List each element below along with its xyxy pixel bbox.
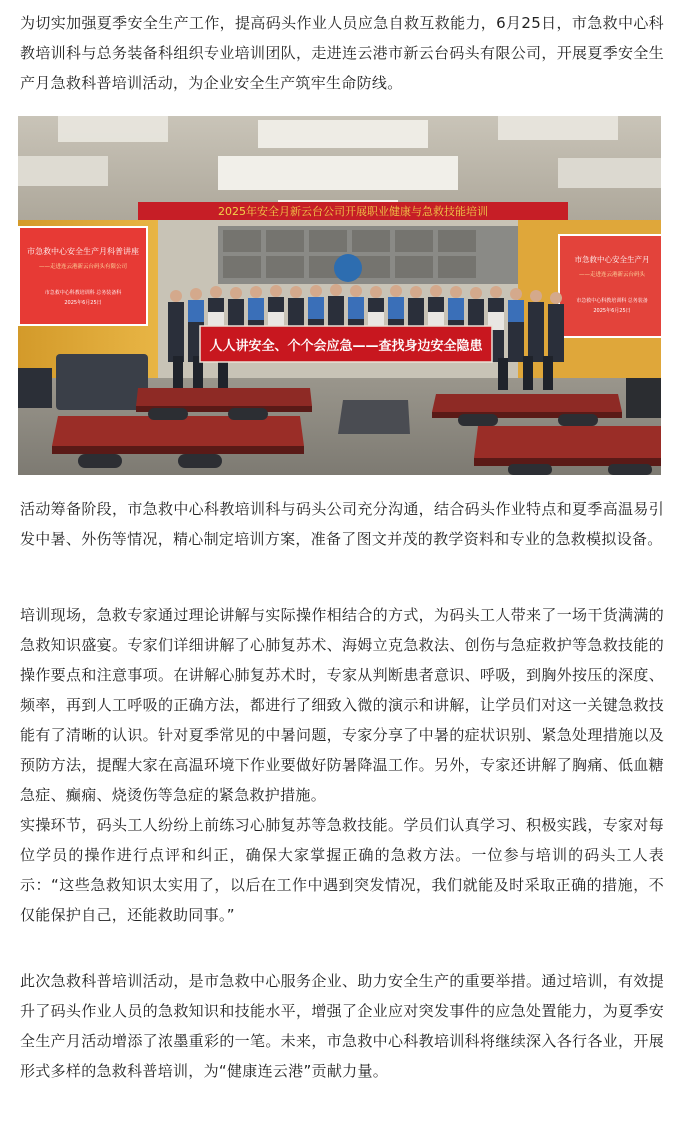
- preparation-paragraph: 活动筹备阶段，市急救中心科教培训科与码头公司充分沟通，结合码头作业特点和夏季高温易引发中暑、外伤等情况，精心制定培训方案，准备了图文并茂的教学资料和专业的急救模拟设备。: [20, 500, 664, 548]
- held-banner-text: 人人讲安全、个个会应急——查找身边安全隐患: [209, 339, 483, 354]
- left-screen-subtitle: ——走进连云港新云台码头有限公司: [38, 264, 128, 270]
- right-screen-date: 2025年6月25日: [593, 308, 631, 314]
- training-paragraph: 培训现场，急救专家通过理论讲解与实际操作相结合的方式，为码头工人带来了一场干货满满的急救知识盛宴。专家们详细讲解了心肺复苏术、海姆立克急救法、创伤与急症救护等急救技能的操作要点和注意事项。在讲解心肺复苏术时，专家从判断患者意识、呼吸，到胸外按压的深度、频率，再到人工呼吸的正确方法，都进行了细致入微的演示和讲解，让学员们对这一关键急救技能有了清晰的认识。针对夏季常见的中暑问题，专家分享了中暑的症状识别、紧急处理措施以及预防方法，提醒大家在高温环境下作业要做好防暑降温工作。另外，专家还讲解了胸痛、低血糖急症、癫痫、烧烫伤等急症的紧急救护措施。: [20, 606, 664, 804]
- right-screen-org: 市急救中心科教培训科 总务装备: [576, 298, 648, 304]
- left-screen-title: 市急救中心安全生产月科普讲座: [27, 247, 139, 256]
- intro-paragraph: 为切实加强夏季安全生产工作，提高码头作业人员应急自救互救能力，6月25日，市急救中心科教培训科与总务装备科组织专业培训团队，走进连云港市新云台码头有限公司，开展夏季安全生产月急救科普培训活动，为企业安全生产筑牢生命防线。: [20, 14, 664, 92]
- group-photo: [18, 116, 661, 475]
- top-banner-text: 2025年安全月新云台公司开展职业健康与急救技能培训: [218, 205, 488, 218]
- conclusion-paragraph: 此次急救科普培训活动，是市急救中心服务企业、助力安全生产的重要举措。通过培训，有效提升了码头作业人员的急救知识和技能水平，增强了企业应对突发事件的应急处置能力，为夏季安全生产月活动增添了浓墨重彩的一笔。未来，市急救中心科教培训科将继续深入各行各业，开展形式多样的急救科普培训，为“健康连云港”贡献力量。: [20, 972, 664, 1080]
- practice-paragraph: 实操环节，码头工人纷纷上前练习心肺复苏等急救技能。学员们认真学习、积极实践，专家对每位学员的操作进行点评和纠正，确保大家掌握正确的急救方法。一位参与培训的码头工人表示：“这些急救知识太实用了，以后在工作中遇到突发情况，我们就能及时采取正确的措施，不仅能保护自己，还能救助同事。”: [20, 816, 664, 924]
- left-screen-org: 市急救中心科教培训科 总务装备科: [44, 290, 122, 296]
- right-screen-subtitle: ——走进连云港新云台码头: [578, 272, 646, 278]
- left-screen-date: 2025年6月25日: [64, 300, 102, 306]
- right-screen-title: 市急救中心安全生产月: [574, 255, 650, 264]
